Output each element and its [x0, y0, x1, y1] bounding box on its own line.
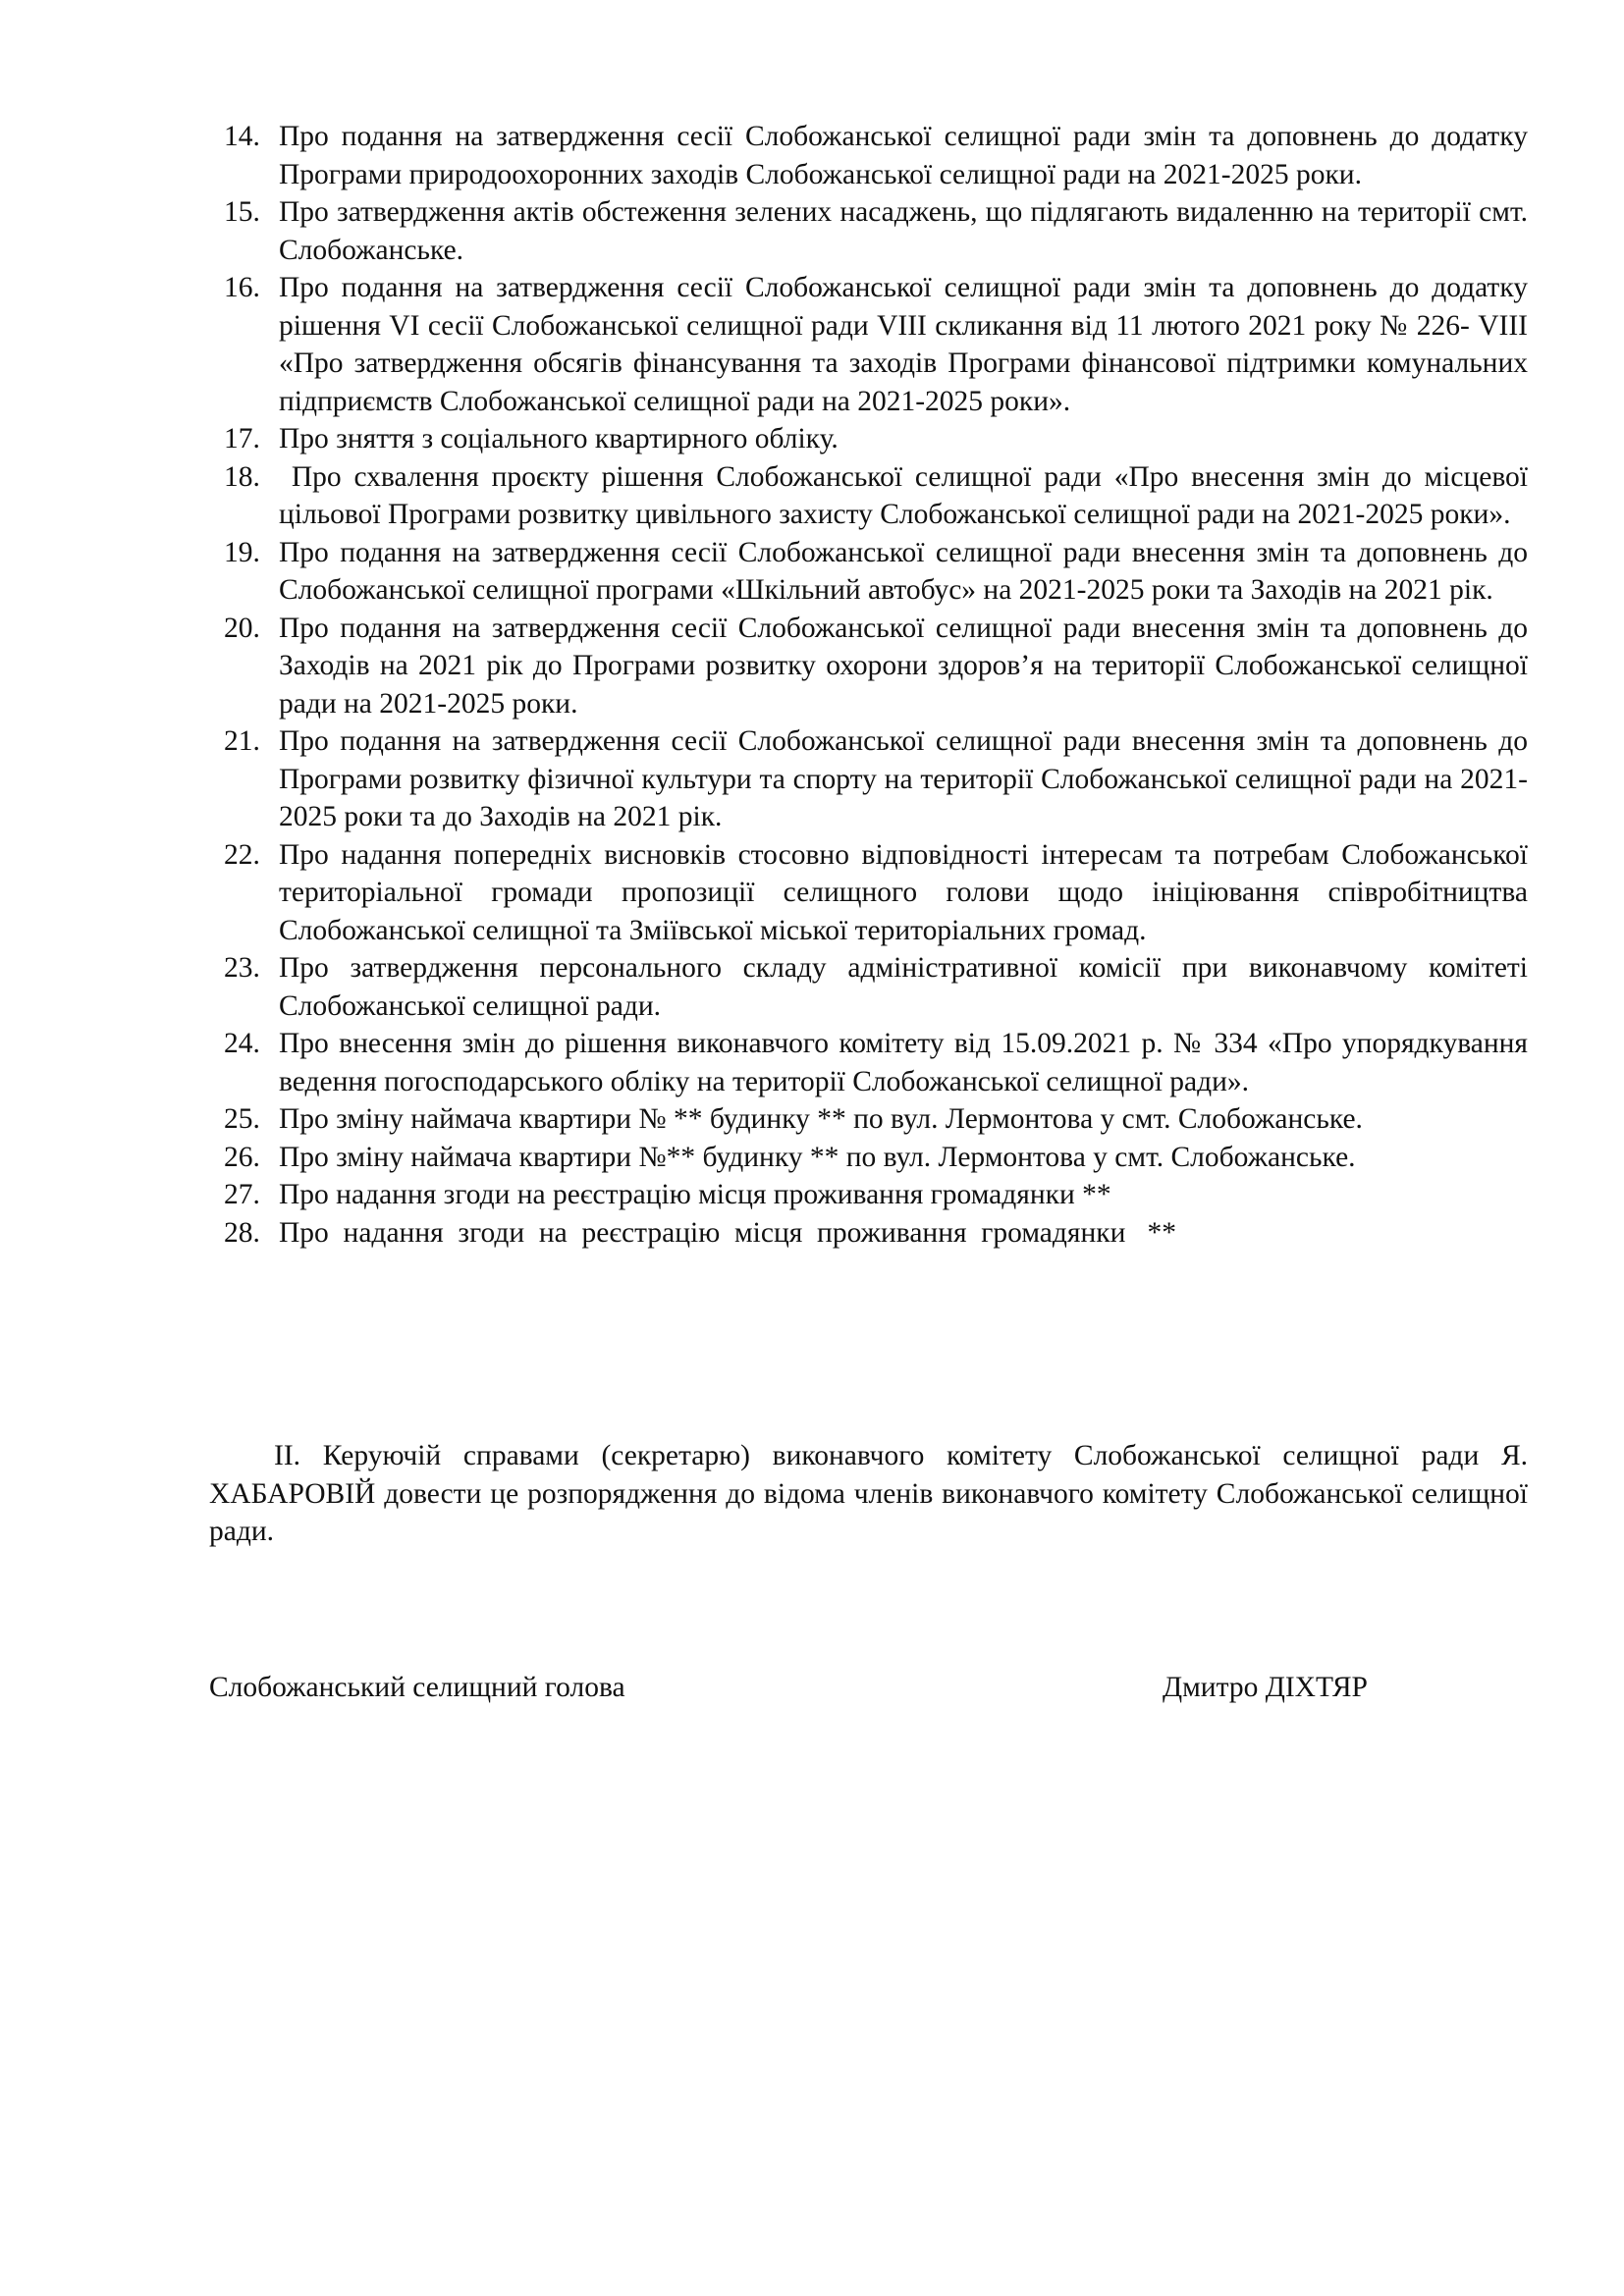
agenda-list: [224, 118, 1536, 1252]
list-item: [224, 1176, 1528, 1214]
list-item: [224, 458, 1536, 534]
closing-paragraph: ІІ. Керуючій справами (секретарю) виконавчого комітету Слобожанської селищної ради Я. ХАБАРОВІЙ довести це розпорядження до відома членів виконавчого комітету Слобожанської селищної ради.: [209, 1440, 1528, 1547]
item-number: 25.: [224, 1103, 260, 1135]
list-item: [224, 118, 1528, 193]
item-text: Про подання на затвердження сесії Слобожанської селищної ради змін та доповнень до додатку Програми природоохоронних заходів Слобожанської селищної ради на 2021-2025 роки.: [279, 121, 1528, 190]
item-text: Про схвалення проєкту рішення Слобожанської селищної ради «Про внесення змін до місцевої цільової Програми розвитку цивільного захисту Слобожанської селищної ради на 2021-2025 роки».: [279, 460, 1536, 530]
list-item: [224, 193, 1528, 269]
item-text: Про затвердження персонального складу адміністративної комісії при виконавчому комітеті Слобожанської селищної ради.: [279, 952, 1528, 1022]
item-number: 23.: [224, 952, 260, 984]
item-text: Про подання на затвердження сесії Слобожанської селищної ради внесення змін та доповнень до Програми розвитку фізичної культури та спорту на території Слобожанської селищної ради на 2021-2025 роки та до Заходів на 2021 рік.: [279, 725, 1528, 832]
item-number: 27.: [224, 1179, 260, 1210]
item-number: 17.: [224, 423, 260, 454]
item-text: Про подання на затвердження сесії Слобожанської селищної ради внесення змін та доповнень до Заходів на 2021 рік до Програми розвитку охорони здоров’я на території Слобожанської селищної ради на 2021-2025 роки.: [279, 612, 1528, 720]
item-number: 15.: [224, 196, 260, 228]
list-item: [224, 836, 1528, 950]
item-number: 16.: [224, 272, 260, 303]
item-number: 24.: [224, 1028, 260, 1059]
item-text: Про надання попередніх висновків стосовно відповідності інтересам та потребам Слобожанської територіальної громади пропозиції селищного голови щодо ініціювання співробітництва Слобожанської селищної та Зміївської міської територіальних громад.: [279, 838, 1528, 946]
item-text: Про внесення змін до рішення виконавчого комітету від 15.09.2021 р. № 334 «Про упорядкування ведення погосподарського обліку на території Слобожанської селищної ради».: [279, 1028, 1528, 1097]
item-number: 14.: [224, 121, 260, 152]
list-item: [224, 1214, 1528, 1253]
list-item: [224, 722, 1528, 836]
item-text: Про затвердження актів обстеження зелених насаджень, що підлягають видаленню на території смт. Слобожанське.: [279, 196, 1528, 266]
list-item: [224, 534, 1528, 610]
item-text: Про надання згоди на реєстрацію місця проживання громадянки **: [279, 1216, 1177, 1249]
item-text: Про зміну наймача квартири № ** будинку ** по вул. Лермонтова у смт. Слобожанське.: [279, 1103, 1363, 1135]
item-text: Про подання на затвердження сесії Слобожанської селищної ради змін та доповнень до додатку рішення VI сесії Слобожанської селищної ради VIII скликання від 11 лютого 2021 року № 226- VIII «Про затвердження обсягів фінансування та заходів Програми фінансової підтримки комунальних підприємств Слобожанської селищної ради на 2021-2025 роки».: [279, 272, 1528, 417]
signatory-position: Слобожанський селищний голова: [209, 1672, 625, 1703]
item-number: 20.: [224, 612, 260, 644]
signatory-name: Дмитро ДІХТЯР: [1163, 1672, 1368, 1703]
item-number: 21.: [224, 725, 260, 757]
list-item: [224, 420, 1528, 458]
item-text: Про подання на затвердження сесії Слобожанської селищної ради внесення змін та доповнень до Слобожанської селищної програми «Шкільний автобус» на 2021-2025 роки та Заходів на 2021 рік.: [279, 536, 1528, 606]
item-text: Про зняття з соціального квартирного обліку.: [279, 423, 839, 454]
item-number: 18.: [224, 460, 260, 493]
list-item: [224, 1100, 1528, 1139]
list-item: [224, 1025, 1528, 1100]
list-item: [224, 1139, 1528, 1177]
list-item: [224, 610, 1528, 723]
item-number: 26.: [224, 1141, 260, 1173]
item-number: 22.: [224, 838, 260, 871]
item-number: 28.: [224, 1216, 260, 1249]
list-item: [224, 949, 1528, 1025]
item-text: Про надання згоди на реєстрацію місця проживання громадянки **: [279, 1179, 1111, 1210]
item-text: Про зміну наймача квартири №** будинку ** по вул. Лермонтова у смт. Слобожанське.: [279, 1141, 1356, 1173]
list-item: [224, 269, 1528, 420]
item-number: 19.: [224, 536, 260, 568]
